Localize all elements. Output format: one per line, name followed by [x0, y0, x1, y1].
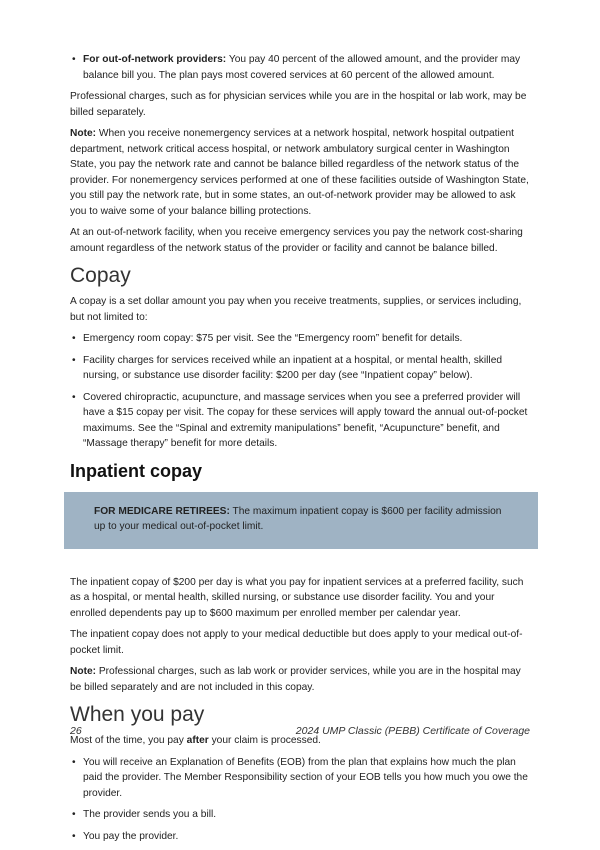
intro-text-end: your claim is processed.: [208, 735, 321, 746]
copay-intro: A copay is a set dollar amount you pay when you receive treatments, supplies, or services including, but not limited to:: [70, 296, 522, 323]
page-number: 26: [70, 725, 82, 737]
document-title: 2024 UMP Classic (PEBB) Certificate of Coverage: [295, 725, 530, 737]
note-text: When you receive nonemergency services at a network hospital, network hospital outpatient department, network critical access hospital, or network ambulatory surgical center in Washington State, you pay the network rate and cannot be balance billed regardless of the network status of the provider. For nonemergency services performed at one of these facilities outside of Washington State, you still pay the network rate, but in some states, an out-of-network provider may be allowed to ask you to waive some of your balance billing protections.: [70, 128, 529, 217]
emergency-paragraph: At an out-of-network facility, when you receive emergency services you pay the network cost-sharing amount regardless of the network status of the provider or facility and cannot be balance billed.: [70, 227, 523, 254]
copay-list: [70, 331, 532, 452]
page-footer: [70, 724, 530, 740]
note-label: Note:: [70, 666, 97, 677]
list-item: • Emergency room copay: $75 per visit. See the “Emergency room” benefit for details.: [70, 331, 532, 347]
list-item: [70, 52, 532, 83]
list-item: • You will receive an Explanation of Benefits (EOB) from the plan that explains how much the plan paid the provider. The Member Responsibility section of your EOB tells you how much you owe the provider.: [70, 755, 532, 802]
inpatient-copay-heading: Inpatient copay: [70, 460, 203, 481]
list-item: • Facility charges for services received while an inpatient at a hospital, or mental health, skilled nursing, or substance use disorder facility: $200 per day (see “Inpatient copay” below).: [70, 353, 532, 384]
inpatient-paragraph: The inpatient copay of $200 per day is what you pay for inpatient services at a preferred facility, such as a hospital, or mental health, skilled nursing, or substance use disorder facility. You and your enrolled dependents pay up to $600 maximum per enrolled member per calendar year.: [70, 576, 524, 619]
professional-charges-paragraph: Professional charges, such as for physician services while you are in the hospital or lab work, may be billed separately.: [70, 91, 527, 118]
intro-text: Most of the time, you pay: [70, 735, 187, 746]
note-text: Professional charges, such as lab work or provider services, while you are in the hospital may be billed separately and are not included in this copay.: [70, 666, 521, 693]
inpatient-deductible-paragraph: The inpatient copay does not apply to your medical deductible but does apply to your medical out-of-pocket limit.: [70, 629, 523, 656]
intro-emphasis: after: [186, 735, 209, 746]
list-item: • Covered chiropractic, acupuncture, and massage services when you see a preferred provider will have a $15 copay per visit. The copay for these services will apply toward the annual out-of-pocket maximums. See the “Spinal and extremity manipulations” benefit, “Acupuncture” benefit, and “Massage therapy” benefit for more details.: [70, 390, 532, 452]
note-label: Note:: [70, 128, 97, 139]
when-you-pay-heading: When you pay: [70, 703, 205, 726]
bullet-lead: For out-of-network providers:: [83, 54, 227, 65]
medicare-callout: [64, 492, 538, 549]
when-list: [70, 755, 532, 845]
network-bullets: [70, 52, 532, 83]
list-item: • You pay the provider.: [70, 829, 532, 845]
copay-heading: Copay: [70, 264, 131, 287]
callout-label: FOR MEDICARE RETIREES:: [94, 505, 230, 517]
bullet-text: You pay 40 percent of the allowed amount, and the provider may balance bill you. The plan pays most covered services at 60 percent of the allowed amount.: [83, 54, 521, 81]
note-paragraph: [70, 126, 532, 219]
inpatient-note: [70, 664, 532, 695]
callout-text: The maximum inpatient copay is $600 per facility admission up to your medical out-of-pocket limit.: [94, 505, 502, 532]
list-item: • The provider sends you a bill.: [70, 807, 532, 823]
